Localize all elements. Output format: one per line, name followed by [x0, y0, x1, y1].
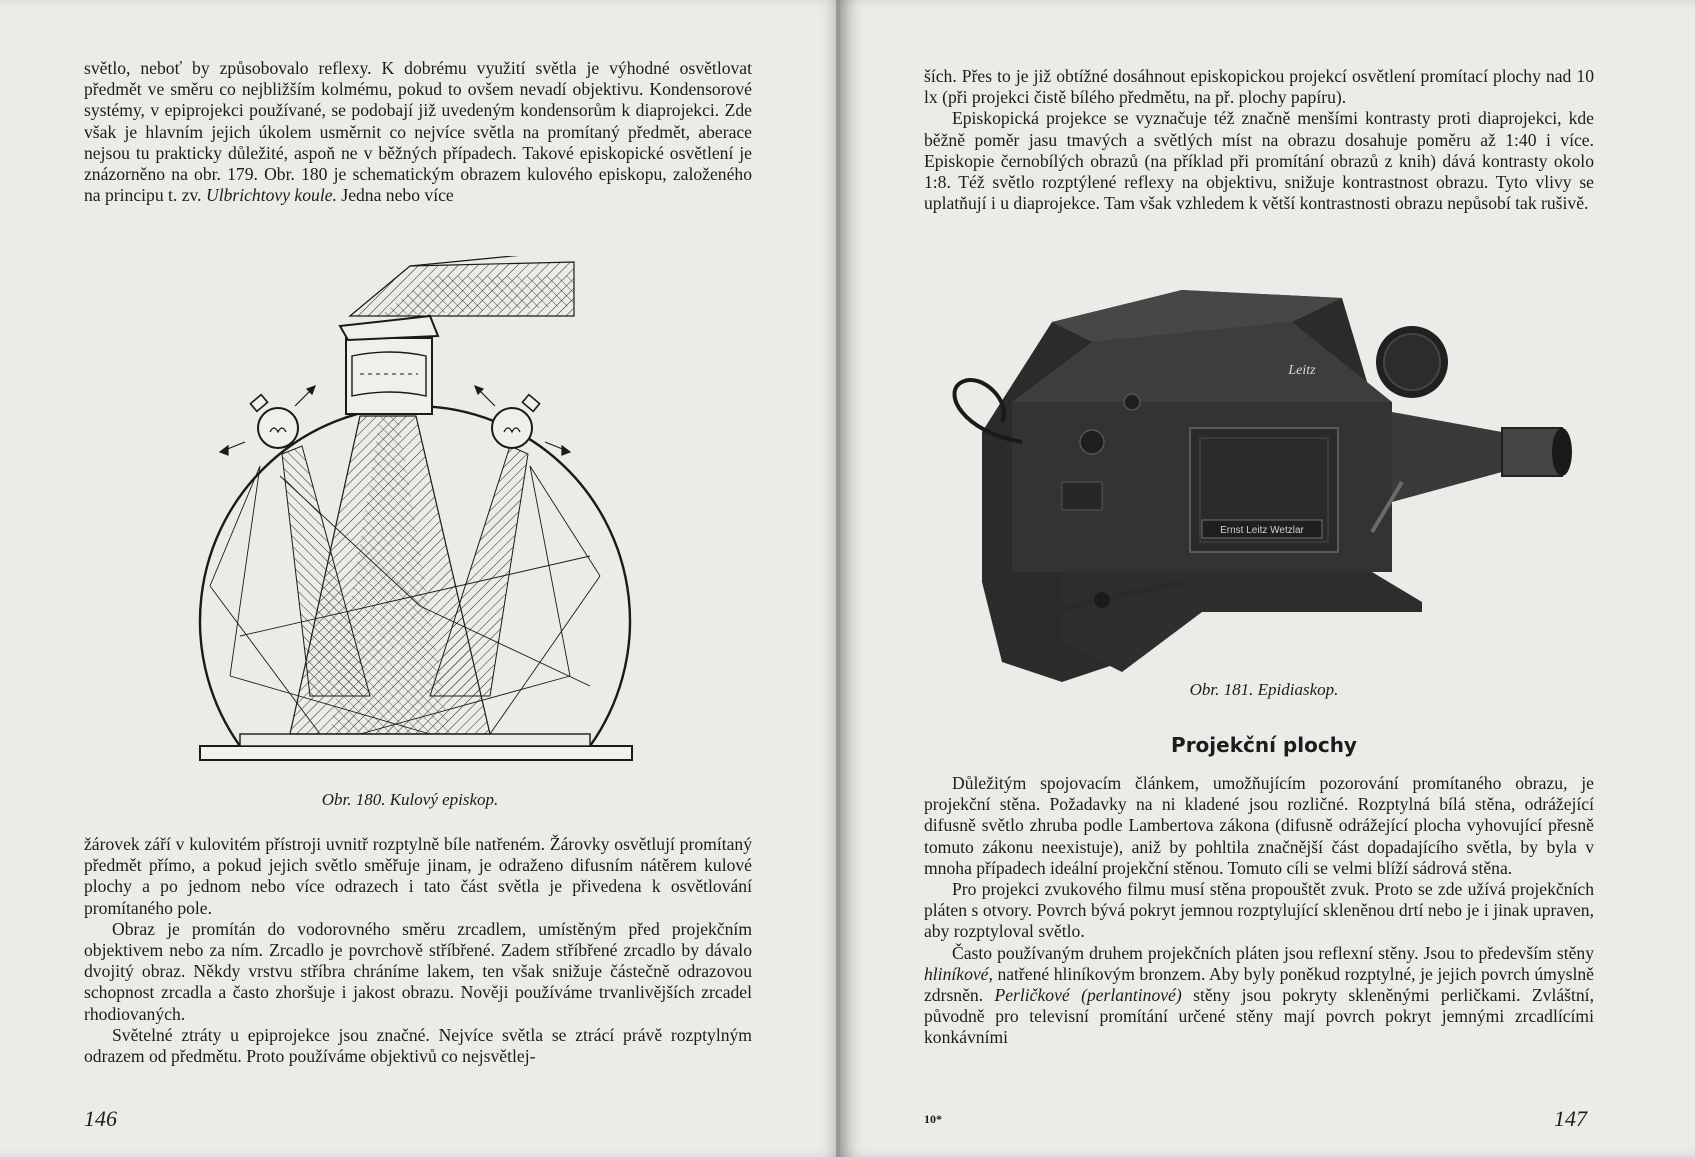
right-para-c-em2: Perličkové (perlantinové)	[994, 985, 1182, 1006]
kulovy-episkop-diagram	[190, 256, 650, 776]
right-para-b: Pro projekci zvukového filmu musí stěna propouštět zvuk. Proto se zde užívá projekčních pláten s otvory. Povrch bývá pokryt jemnou rozptylující skleněnou drtí nebo je i jinak upraven, aby rozptyloval světlo.	[924, 879, 1594, 942]
right-lamp	[492, 408, 532, 448]
right-figure-caption: Obr. 181. Epidiaskop.	[1189, 680, 1339, 699]
right-para-c-em1: hliníkové,	[924, 963, 993, 984]
left-para-2: Obraz je promítán do vodorovného směru zrcadlem, umístěným před projekčním objektivem nebo za ním. Zrcadlo je povrchově stříbřené. Zadem stříbřené zrcadlo by dávalo dvojitý obraz. Někdy vrstvu stříbra chráníme lakem, ten však snižuje částečně odrazovou schopnost zrcadla a často zhoršuje i jakost obrazu. Nověji používáme trvanlivějších zrcadel rhodiovaných.	[84, 918, 752, 1024]
left-page	[0, 0, 840, 1157]
section-heading: Projekční plochy	[1171, 733, 1357, 757]
left-text-top-end: Jedna nebo více	[341, 185, 454, 206]
left-text-bottom	[84, 834, 752, 1067]
right-para-c	[924, 943, 1594, 1049]
base-plate	[200, 746, 632, 760]
right-para-c-end: stěny jsou pokryty skleněnými perličkami. Zvláštní, původně pro televisní promítání určené stěny mají povrch pokryt jemnými zrcadlícími konkávními	[924, 985, 1594, 1048]
right-para-c-start: Často používaným druhem projekčních pláten jsou reflexní stěny. Jsou to především stěny	[952, 942, 1594, 963]
left-text-top-body: světlo, neboť by způsobovalo reflexy. K dobrému využití světla je výhodné osvětlovat předmět ve směru co nejbližším kolmému, pokud to ovšem nevadí objektivu. Kondensorové systémy, v epiprojekci používané, se podobají již uvedeným kondensorům k diaprojekci. Zde však je hlavním jejich úkolem usměrnit co nejvíce světla na promítaný předmět, aberace nejsou tu prakticky důležité, aspoň ne v běžných případech. Takové episkopické osvětlení je znázorněno na obr. 179. Obr. 180 je schematickým obrazem kulového episkopu, založeného na principu t. zv.	[84, 58, 752, 206]
right-para-c-mid: natřené hliníkovým bronzem. Aby byly poněkud rozptylné, je jejich povrch úmyslně zdrsněn.	[924, 963, 1594, 1006]
right-page	[840, 0, 1695, 1157]
left-text-top	[84, 58, 752, 206]
right-para-top: ších. Přes to je již obtížné dosáhnout episkopickou projekcí osvětlení promítací plochy nad 10 lx (při projekci čistě bílého předmětu, na př. plochy papíru).	[924, 66, 1594, 108]
left-page-number: 146	[84, 1106, 117, 1131]
left-para-3: Světelné ztráty u epiprojekce jsou značné. Nejvíce světla se ztrácí právě rozptylným odrazem od předmětu. Proto používáme objektivů co nejsvětlej-	[84, 1024, 752, 1067]
epidiaskop-photo	[942, 282, 1582, 692]
signature-mark: 10*	[924, 1112, 942, 1126]
right-para-contrast: Episkopická projekce se vyznačuje též značně menšími kontrasty proti diaprojekci, kde běžně poměr jasu tmavých a světlých míst na obrazu dosahuje poměru až 1:40 i více. Episkopie černobílých obrazů (na příklad při promítání obrazů z knih) dává kontrasty okolo 1:8. Též světlo rozptýlené reflexy na objektivu, snižuje kontrastnost obrazu. Tyto vlivy se uplatňují i u diaprojekce. Tam však vzhledem k větší kontrastnosti obrazu nepůsobí tak rušivě.	[924, 108, 1594, 214]
right-para-a: Důležitým spojovacím článkem, umožňujícím pozorování promítaného obrazu, je projekční stěna. Požadavky na ni kladené jsou rozličné. Rozptylná bílá stěna, odrážející difusně světlo zhruba podle Lambertova zákona (difusně odrážející plocha vyhovující přesně tomuto zákonu neexistuje), aniž by pohltila značnější část dopadajícího světla, by byla v mnoha případech ideální projekční stěnou. Tomuto cíli se velmi blíží sádrová stěna.	[924, 773, 1594, 878]
left-lamp	[258, 408, 298, 448]
left-figure-caption: Obr. 180. Kulový episkop.	[321, 790, 499, 809]
right-text-bottom	[924, 773, 1594, 1049]
left-text-top-em: Ulbrichtovy koule.	[206, 185, 337, 206]
photo-logo-text: Leitz	[1288, 363, 1316, 378]
photo-plate-text: Ernst Leitz Wetzlar	[1220, 525, 1304, 536]
right-page-number: 147	[1554, 1106, 1587, 1131]
right-text-top	[924, 66, 1594, 214]
left-para-1: žárovek září v kulovitém přístroji uvnitř rozptylně bíle natřeném. Žárovky osvětlují promítaný předmět přímo, a pokud jejich světlo směřuje jinam, je odraženo difusním nátěrem kulové plochy a po jednom nebo více odrazech i tato část světla je přivedena k osvětlování promítaného pole.	[84, 834, 752, 918]
